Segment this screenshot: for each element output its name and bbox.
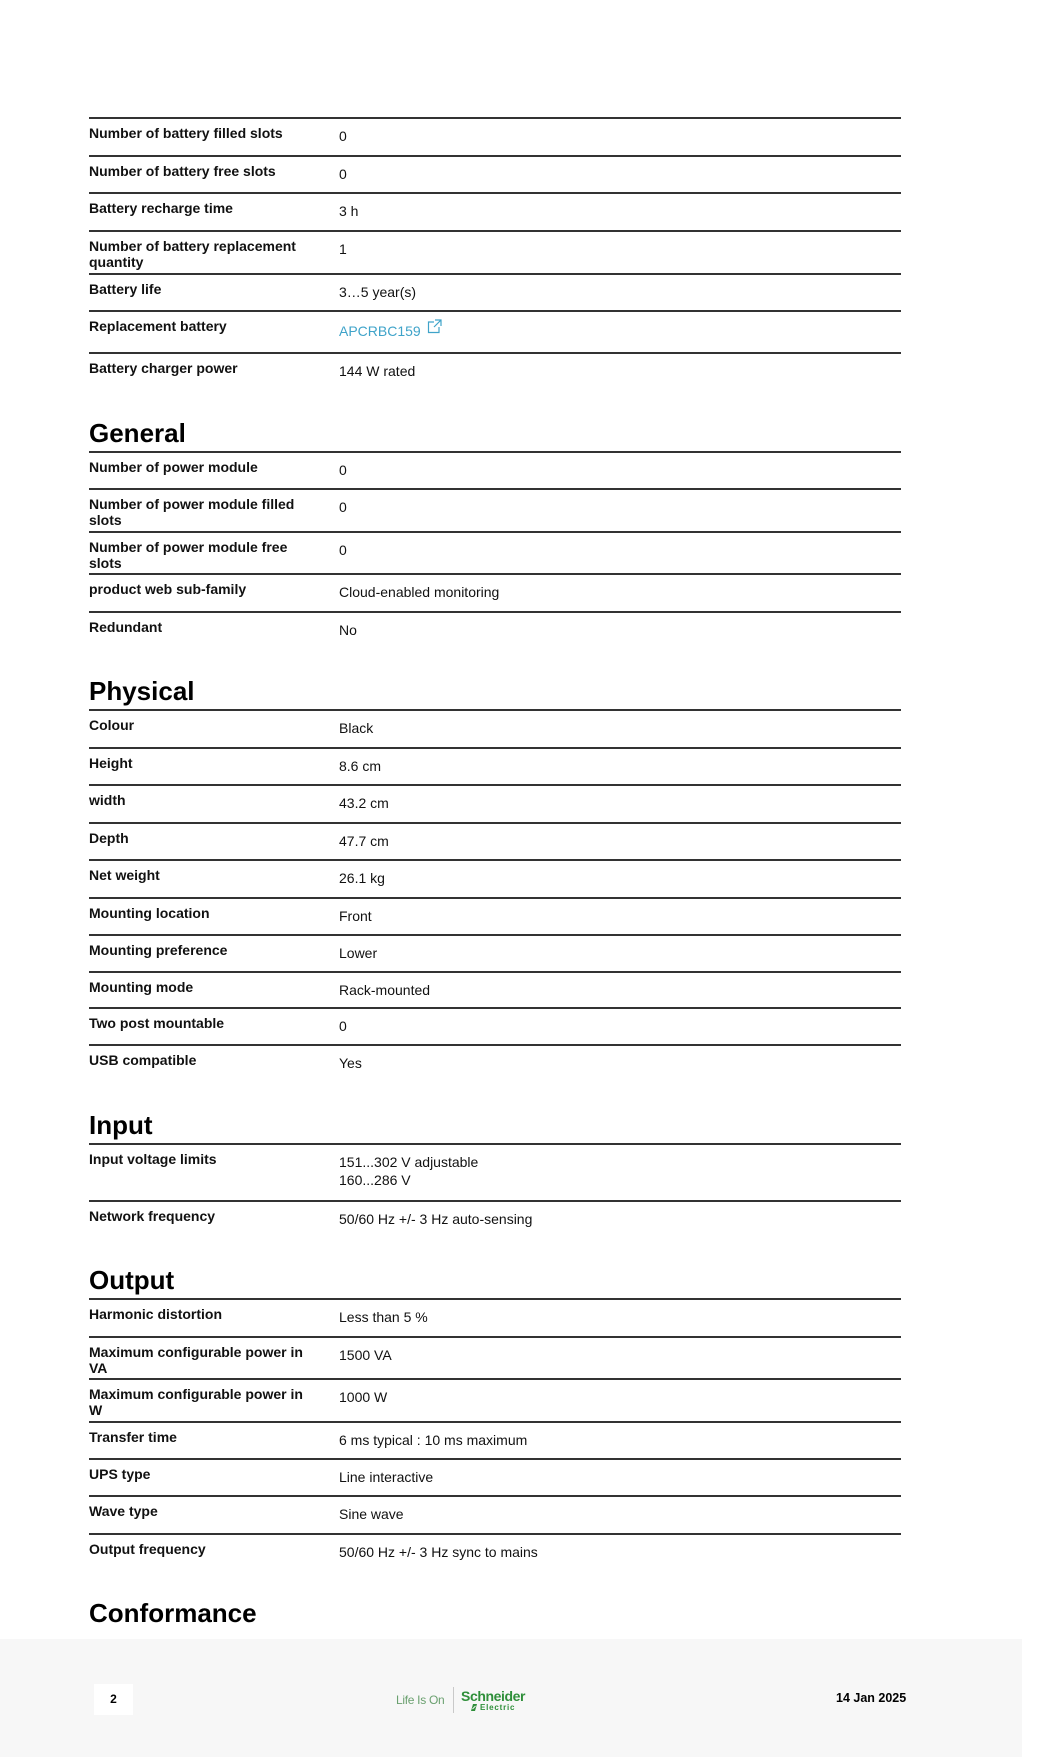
spec-value: 3…5 year(s) bbox=[339, 284, 417, 300]
spec-value: 43.2 cm bbox=[339, 795, 389, 811]
spec-row bbox=[89, 1143, 901, 1200]
spec-row bbox=[89, 784, 901, 822]
spec-value: 26.1 kg bbox=[339, 870, 385, 886]
spec-label: Net weight bbox=[89, 867, 160, 883]
logo-brand-sub: Electric bbox=[480, 1703, 516, 1712]
spec-row bbox=[89, 611, 901, 647]
spec-row bbox=[89, 352, 901, 388]
page-number: 2 bbox=[94, 1684, 133, 1715]
spec-row bbox=[89, 709, 901, 747]
spec-value: 0 bbox=[339, 1018, 347, 1034]
spec-value: Black bbox=[339, 720, 374, 736]
spec-row bbox=[89, 1336, 901, 1378]
logo-brand: Schneider bbox=[461, 1688, 526, 1704]
spec-value: 1500 VA bbox=[339, 1347, 392, 1363]
spec-value bbox=[339, 312, 442, 340]
spec-label: Number of power module filled slots bbox=[89, 496, 295, 528]
page-footer bbox=[0, 1639, 1022, 1757]
spec-label: Transfer time bbox=[89, 1429, 177, 1445]
spec-row bbox=[89, 1007, 901, 1044]
spec-value: Sine wave bbox=[339, 1506, 404, 1522]
spec-label: Number of battery replacement quantity bbox=[89, 238, 296, 270]
spec-value: 50/60 Hz +/- 3 Hz auto-sensing bbox=[339, 1211, 533, 1227]
spec-value: 0 bbox=[339, 499, 347, 515]
battery-spec-table bbox=[89, 117, 901, 388]
section-title-conformance: Conformance bbox=[89, 1598, 257, 1628]
conformance-section bbox=[89, 1595, 901, 1631]
spec-value: 1 bbox=[339, 241, 347, 257]
spec-value bbox=[339, 1145, 478, 1189]
spec-label: Battery recharge time bbox=[89, 200, 233, 216]
spec-label: Battery charger power bbox=[89, 360, 238, 376]
spec-row bbox=[89, 451, 901, 488]
spec-row bbox=[89, 531, 901, 573]
spec-row bbox=[89, 192, 901, 230]
schneider-electric-logo bbox=[394, 1683, 544, 1717]
logo-divider bbox=[453, 1687, 454, 1713]
spec-label: Colour bbox=[89, 717, 135, 733]
spec-value: Rack-mounted bbox=[339, 982, 431, 998]
spec-value: 3 h bbox=[339, 203, 359, 219]
spec-label: Number of power module free slots bbox=[89, 539, 288, 571]
spec-label: Mounting preference bbox=[89, 942, 228, 958]
spec-label: Number of battery filled slots bbox=[89, 125, 283, 141]
spec-row bbox=[89, 1533, 901, 1569]
logo-tagline: Life Is On bbox=[396, 1693, 445, 1707]
spec-row bbox=[89, 1378, 901, 1421]
spec-row bbox=[89, 1044, 901, 1080]
spec-row bbox=[89, 155, 901, 192]
section-title-input: Input bbox=[89, 1110, 153, 1140]
spec-label: USB compatible bbox=[89, 1052, 197, 1068]
spec-label: Maximum configurable power in W bbox=[89, 1386, 303, 1418]
spec-row bbox=[89, 117, 901, 155]
spec-label: product web sub-family bbox=[89, 581, 247, 597]
spec-value: Less than 5 % bbox=[339, 1309, 428, 1325]
input-section bbox=[89, 1107, 901, 1236]
spec-value: Line interactive bbox=[339, 1469, 434, 1485]
spec-label: Number of power module bbox=[89, 459, 258, 475]
spec-label: Height bbox=[89, 755, 133, 771]
spec-label: Redundant bbox=[89, 619, 163, 635]
spec-row bbox=[89, 971, 901, 1007]
spec-value: Cloud-enabled monitoring bbox=[339, 584, 500, 600]
spec-label: Depth bbox=[89, 830, 129, 846]
spec-row bbox=[89, 822, 901, 859]
general-section bbox=[89, 415, 901, 647]
spec-label: Battery life bbox=[89, 281, 162, 297]
spec-label: Input voltage limits bbox=[89, 1151, 217, 1167]
spec-row bbox=[89, 273, 901, 310]
spec-row bbox=[89, 1200, 901, 1236]
spec-label: Replacement battery bbox=[89, 318, 227, 334]
spec-label: UPS type bbox=[89, 1466, 151, 1482]
spec-value: Front bbox=[339, 908, 372, 924]
spec-row bbox=[89, 310, 901, 352]
spec-label: Network frequency bbox=[89, 1208, 216, 1224]
spec-value: 144 W rated bbox=[339, 363, 416, 379]
spec-label: Two post mountable bbox=[89, 1015, 225, 1031]
spec-value: 0 bbox=[339, 462, 347, 478]
spec-row bbox=[89, 1495, 901, 1533]
spec-row bbox=[89, 230, 901, 273]
spec-label: Output frequency bbox=[89, 1541, 206, 1557]
spec-label: Mounting location bbox=[89, 905, 210, 921]
spec-value: Yes bbox=[339, 1055, 362, 1071]
spec-row bbox=[89, 897, 901, 934]
physical-section bbox=[89, 673, 901, 1080]
document-date: 14 Jan 2025 bbox=[836, 1691, 907, 1705]
section-title-output: Output bbox=[89, 1265, 175, 1295]
spec-value: 0 bbox=[339, 166, 347, 182]
spec-row bbox=[89, 859, 901, 897]
spec-value: 6 ms typical : 10 ms maximum bbox=[339, 1432, 528, 1448]
section-title-general: General bbox=[89, 418, 186, 448]
spec-row bbox=[89, 1458, 901, 1495]
spec-value: No bbox=[339, 622, 357, 638]
spec-row bbox=[89, 488, 901, 531]
spec-value: 8.6 cm bbox=[339, 758, 382, 774]
spec-value-line: 151...302 V adjustable bbox=[339, 1154, 479, 1170]
spec-row bbox=[89, 1421, 901, 1458]
spec-label: Wave type bbox=[89, 1503, 158, 1519]
spec-label: width bbox=[89, 792, 126, 808]
external-link-icon[interactable] bbox=[427, 319, 442, 338]
output-section bbox=[89, 1262, 901, 1569]
spec-value: 50/60 Hz +/- 3 Hz sync to mains bbox=[339, 1544, 538, 1560]
spec-label: Harmonic distortion bbox=[89, 1306, 223, 1322]
replacement-battery-link[interactable]: APCRBC159 bbox=[339, 323, 421, 339]
spec-row bbox=[89, 934, 901, 971]
spec-value-line: 160...286 V bbox=[339, 1172, 411, 1188]
spec-row bbox=[89, 747, 901, 784]
spec-value: 47.7 cm bbox=[339, 833, 389, 849]
spec-value: Lower bbox=[339, 945, 378, 961]
spec-value: 0 bbox=[339, 542, 347, 558]
spec-value: 1000 W bbox=[339, 1389, 388, 1405]
spec-row bbox=[89, 573, 901, 611]
section-title-physical: Physical bbox=[89, 676, 195, 706]
spec-row bbox=[89, 1298, 901, 1336]
spec-label: Mounting mode bbox=[89, 979, 194, 995]
spec-label: Maximum configurable power in VA bbox=[89, 1344, 303, 1376]
schneider-mark-icon bbox=[469, 1703, 478, 1712]
spec-label: Number of battery free slots bbox=[89, 163, 276, 179]
spec-value: 0 bbox=[339, 128, 347, 144]
